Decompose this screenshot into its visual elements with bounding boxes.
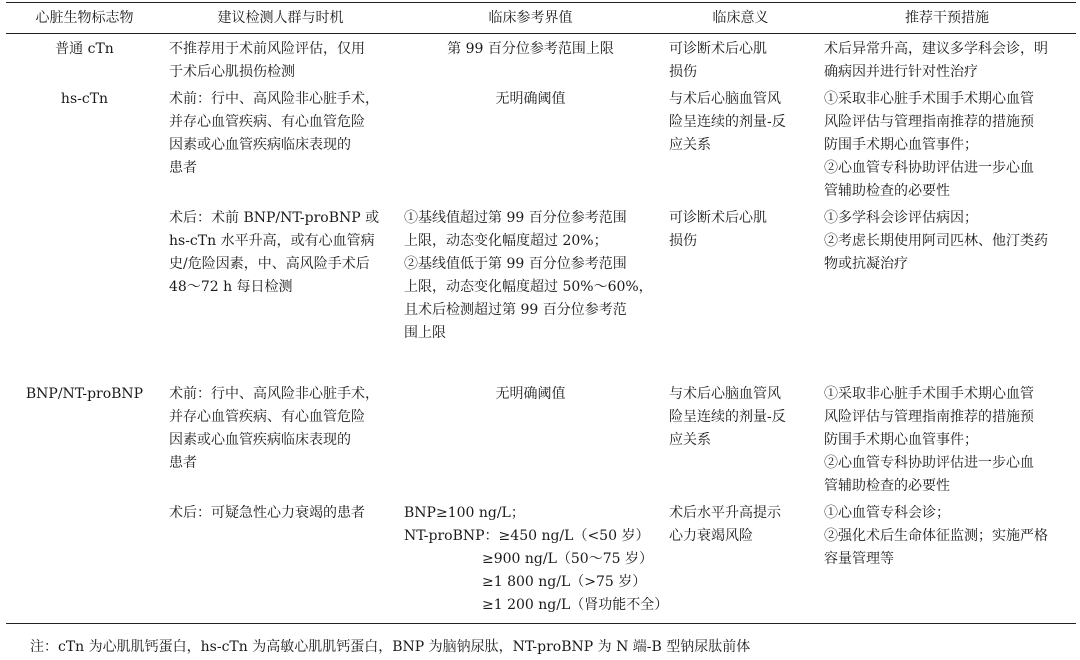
header-biomarker: 心脏生物标志物 (6, 3, 163, 34)
cell-line: 管辅助检查的必要性 (824, 478, 950, 494)
cell-line: 与术后心脑血管风 (669, 91, 781, 107)
table-row (6, 203, 1076, 345)
header-reference-threshold: 临床参考界值 (398, 3, 663, 34)
biomarker-name: hs-cTn (60, 91, 109, 107)
cell-line: 心力衰竭风险 (669, 528, 753, 544)
cell-line: 患者 (169, 455, 197, 471)
population-cell (163, 379, 398, 498)
spacer-row (6, 345, 1076, 379)
cell-line: 防围手术期心血管事件； (824, 137, 978, 153)
reference-cell (398, 84, 663, 203)
cell-line: 风险评估与管理指南推荐的措施预 (824, 409, 1034, 425)
cell-line: ②考虑长期使用阿司匹林、他汀类药 (824, 233, 1048, 249)
reference-cell (398, 379, 663, 498)
intervention-cell (818, 34, 1076, 85)
cell-line: 不推荐用于术前风险评估，仅用 (169, 41, 365, 57)
significance-cell (663, 84, 818, 203)
biomarker-table (6, 2, 1076, 624)
cell-line: 险呈连续的剂量-反 (669, 114, 786, 130)
cell-line: 于术后心肌损伤检测 (169, 64, 295, 80)
cell-line: ≥1 200 ng/L（肾功能不全） (482, 597, 669, 613)
cell-line: 史/危险因素，中、高风险手术后 (169, 256, 370, 272)
cell-line: 因素或心血管疾病临床表现的 (169, 137, 351, 153)
population-cell (163, 498, 398, 624)
intervention-cell (818, 379, 1076, 498)
cell-line: 术前：行中、高风险非心脏手术， (169, 91, 379, 107)
cell-line: 术后异常升高，建议多学科会诊，明 (824, 41, 1048, 57)
cell-line: ②强化术后生命体征监测；实施严格 (824, 528, 1048, 544)
cell-line: 与术后心脑血管风 (669, 386, 781, 402)
table-row (6, 34, 1076, 85)
cell-line: 上限，动态变化幅度超过 20%； (404, 233, 608, 249)
significance-cell (663, 379, 818, 498)
cell-line: ②心血管专科协助评估进一步心血 (824, 160, 1034, 176)
reference-cell (398, 203, 663, 345)
cell-line: BNP≥100 ng/L； (404, 505, 525, 521)
significance-cell (663, 498, 818, 624)
cell-line: 患者 (169, 160, 197, 176)
cell-line: 物或抗凝治疗 (824, 256, 908, 272)
cell-line: 围上限 (404, 325, 446, 341)
cell-line: 第 99 百分位参考范围上限 (447, 41, 614, 57)
cell-line: ①采取非心脏手术围手术期心血管 (824, 91, 1034, 107)
cell-line: 确病因并进行针对性治疗 (824, 64, 978, 80)
table-row (6, 498, 1076, 624)
cell-line: 管辅助检查的必要性 (824, 183, 950, 199)
cell-line: 可诊断术后心肌 (669, 210, 767, 226)
cell-line: 可诊断术后心肌 (669, 41, 767, 57)
cell-line: hs-cTn 水平升高，或有心血管病 (169, 233, 375, 249)
significance-cell (663, 203, 818, 345)
header-clinical-significance: 临床意义 (663, 3, 818, 34)
cell-line: ≥900 ng/L（50～75 岁） (482, 551, 653, 567)
cell-line: 上限，动态变化幅度超过 50%～60%， (404, 279, 653, 295)
header-intervention: 推荐干预措施 (818, 3, 1076, 34)
cell-line: 并存心血管疾病、有心血管危险 (169, 409, 365, 425)
cell-line: 48～72 h 每日检测 (169, 279, 293, 295)
cell-line: 损伤 (669, 64, 697, 80)
header-population-timing: 建议检测人群与时机 (163, 3, 398, 34)
biomarker-name: BNP/NT-proBNP (25, 386, 144, 402)
cell-line: 因素或心血管疾病临床表现的 (169, 432, 351, 448)
biomarker-name (6, 203, 163, 345)
cell-line: 应关系 (669, 137, 711, 153)
intervention-cell (818, 203, 1076, 345)
cell-line: 并存心血管疾病、有心血管危险 (169, 114, 365, 130)
cell-line: 无明确阈值 (495, 386, 566, 402)
biomarker-name: 普通 cTn (55, 41, 114, 57)
reference-cell (398, 498, 669, 624)
population-cell (163, 203, 398, 345)
intervention-cell (818, 498, 1076, 624)
cell-line: 术后水平升高提示 (669, 505, 781, 521)
cell-line: 无明确阈值 (495, 91, 566, 107)
cell-line: ≥1 800 ng/L（>75 岁） (482, 574, 647, 590)
cell-line: 险呈连续的剂量-反 (669, 409, 786, 425)
cell-line: ①多学科会诊评估病因； (824, 210, 978, 226)
cell-line: 且术后检测超过第 99 百分位参考范 (404, 302, 627, 318)
table-row (6, 84, 1076, 203)
biomarker-name (6, 498, 163, 624)
cell-line: 术前：行中、高风险非心脏手术， (169, 386, 379, 402)
cell-line: ①心血管专科会诊； (824, 505, 950, 521)
cell-line: 应关系 (669, 432, 711, 448)
cell-line: 术后：术前 BNP/NT-proBNP 或 (169, 210, 380, 226)
significance-cell (663, 34, 818, 85)
cell-line: 损伤 (669, 233, 697, 249)
population-cell (163, 34, 398, 85)
intervention-cell (818, 84, 1076, 203)
table-header-row (6, 3, 1076, 34)
reference-cell (398, 34, 663, 85)
cell-line: 风险评估与管理指南推荐的措施预 (824, 114, 1034, 130)
cell-line: 术后：可疑急性心力衰竭的患者 (169, 505, 365, 521)
cell-line: ①采取非心脏手术围手术期心血管 (824, 386, 1034, 402)
cell-line: 防围手术期心血管事件； (824, 432, 978, 448)
table-footnote: 注：cTn 为心肌肌钙蛋白，hs-cTn 为高敏心肌肌钙蛋白，BNP 为脑钠尿肽，NT-proBNP 为 N 端-B 型钠尿肽前体 (30, 639, 751, 655)
cell-line: 容量管理等 (824, 551, 894, 567)
population-cell (163, 84, 398, 203)
cell-line: ②心血管专科协助评估进一步心血 (824, 455, 1034, 471)
cell-line: ②基线值低于第 99 百分位参考范围 (404, 256, 627, 272)
cell-line: NT-proBNP：≥450 ng/L（<50 岁） (404, 528, 650, 544)
cell-line: ①基线值超过第 99 百分位参考范围 (404, 210, 627, 226)
table-row (6, 379, 1076, 498)
